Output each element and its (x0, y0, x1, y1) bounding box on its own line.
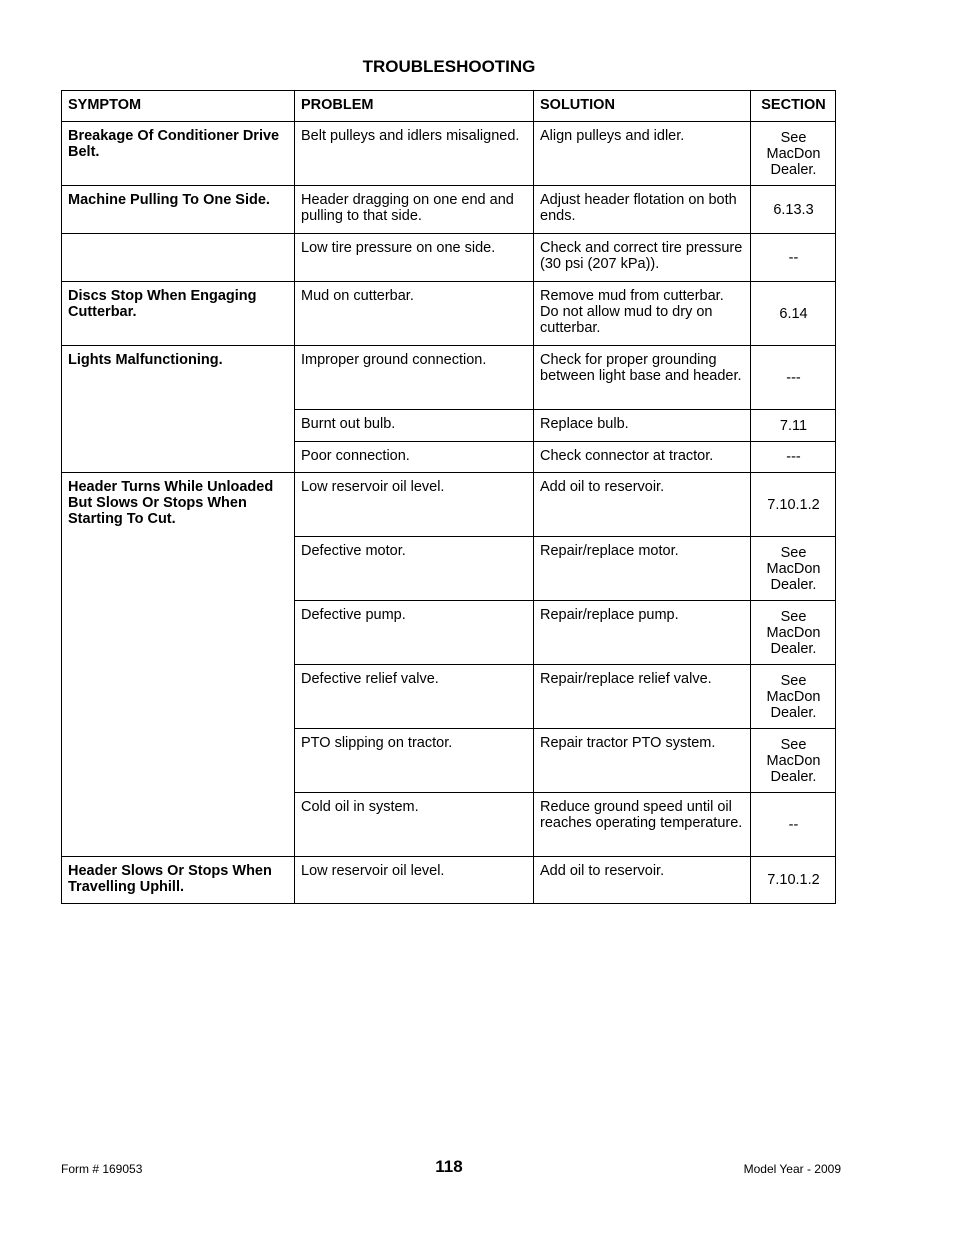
table-header-row (62, 91, 836, 122)
header-solution: SOLUTION (534, 91, 751, 122)
problem-cell: Low reservoir oil level. (295, 857, 534, 904)
section-cell: See MacDon Dealer. (751, 601, 836, 665)
solution-cell: Repair/replace motor. (534, 537, 751, 601)
solution-cell: Repair/replace pump. (534, 601, 751, 665)
header-problem: PROBLEM (295, 91, 534, 122)
solution-cell: Replace bulb. (534, 410, 751, 442)
problem-cell: Belt pulleys and idlers misaligned. (295, 122, 534, 186)
solution-cell: Check and correct tire pressure (30 psi (207 kPa)). (534, 234, 751, 282)
table-row (62, 282, 836, 346)
problem-cell: Low reservoir oil level. (295, 473, 534, 537)
symptom-cell: Breakage Of Conditioner Drive Belt. (62, 122, 295, 186)
solution-cell: Repair/replace relief valve. (534, 665, 751, 729)
section-cell: 7.11 (751, 410, 836, 442)
table-row (62, 857, 836, 904)
symptom-cell: Machine Pulling To One Side. (62, 186, 295, 234)
solution-cell: Add oil to reservoir. (534, 473, 751, 537)
solution-cell: Check connector at tractor. (534, 442, 751, 473)
solution-cell: Check for proper grounding between light base and header. (534, 346, 751, 410)
problem-cell: Header dragging on one end and pulling to that side. (295, 186, 534, 234)
header-symptom: SYMPTOM (62, 91, 295, 122)
section-cell: -- (751, 793, 836, 857)
solution-cell: Reduce ground speed until oil reaches operating temperature. (534, 793, 751, 857)
problem-cell: Defective pump. (295, 601, 534, 665)
section-cell: 7.10.1.2 (751, 473, 836, 537)
header-section: SECTION (751, 91, 836, 122)
troubleshooting-table (61, 90, 836, 904)
table-row (62, 186, 836, 234)
symptom-cell (62, 234, 295, 282)
symptom-cell: Lights Malfunctioning. (62, 346, 295, 473)
section-cell: See MacDon Dealer. (751, 729, 836, 793)
footer-form-number: Form # 169053 (61, 1162, 143, 1176)
section-cell: --- (751, 346, 836, 410)
table-row (62, 234, 836, 282)
problem-cell: Improper ground connection. (295, 346, 534, 410)
footer-page-number: 118 (435, 1157, 463, 1176)
section-cell: See MacDon Dealer. (751, 122, 836, 186)
problem-cell: Defective motor. (295, 537, 534, 601)
solution-cell: Add oil to reservoir. (534, 857, 751, 904)
section-cell: -- (751, 234, 836, 282)
problem-cell: Defective relief valve. (295, 665, 534, 729)
problem-cell: Cold oil in system. (295, 793, 534, 857)
problem-cell: Low tire pressure on one side. (295, 234, 534, 282)
table-row (62, 122, 836, 186)
symptom-cell: Discs Stop When Engaging Cutterbar. (62, 282, 295, 346)
section-cell: 6.13.3 (751, 186, 836, 234)
section-cell: 7.10.1.2 (751, 857, 836, 904)
symptom-cell: Header Turns While Unloaded But Slows Or Stops When Starting To Cut. (62, 473, 295, 857)
problem-cell: Mud on cutterbar. (295, 282, 534, 346)
page-title: TROUBLESHOOTING (362, 57, 536, 76)
problem-cell: Burnt out bulb. (295, 410, 534, 442)
symptom-cell: Header Slows Or Stops When Travelling Uphill. (62, 857, 295, 904)
footer-model-year: Model Year - 2009 (743, 1162, 841, 1176)
solution-cell: Remove mud from cutterbar. Do not allow mud to dry on cutterbar. (534, 282, 751, 346)
solution-cell: Repair tractor PTO system. (534, 729, 751, 793)
table-row (62, 346, 836, 410)
problem-cell: PTO slipping on tractor. (295, 729, 534, 793)
table-row (62, 473, 836, 537)
section-cell: See MacDon Dealer. (751, 665, 836, 729)
solution-cell: Align pulleys and idler. (534, 122, 751, 186)
section-cell: --- (751, 442, 836, 473)
section-cell: See MacDon Dealer. (751, 537, 836, 601)
section-cell: 6.14 (751, 282, 836, 346)
solution-cell: Adjust header flotation on both ends. (534, 186, 751, 234)
problem-cell: Poor connection. (295, 442, 534, 473)
